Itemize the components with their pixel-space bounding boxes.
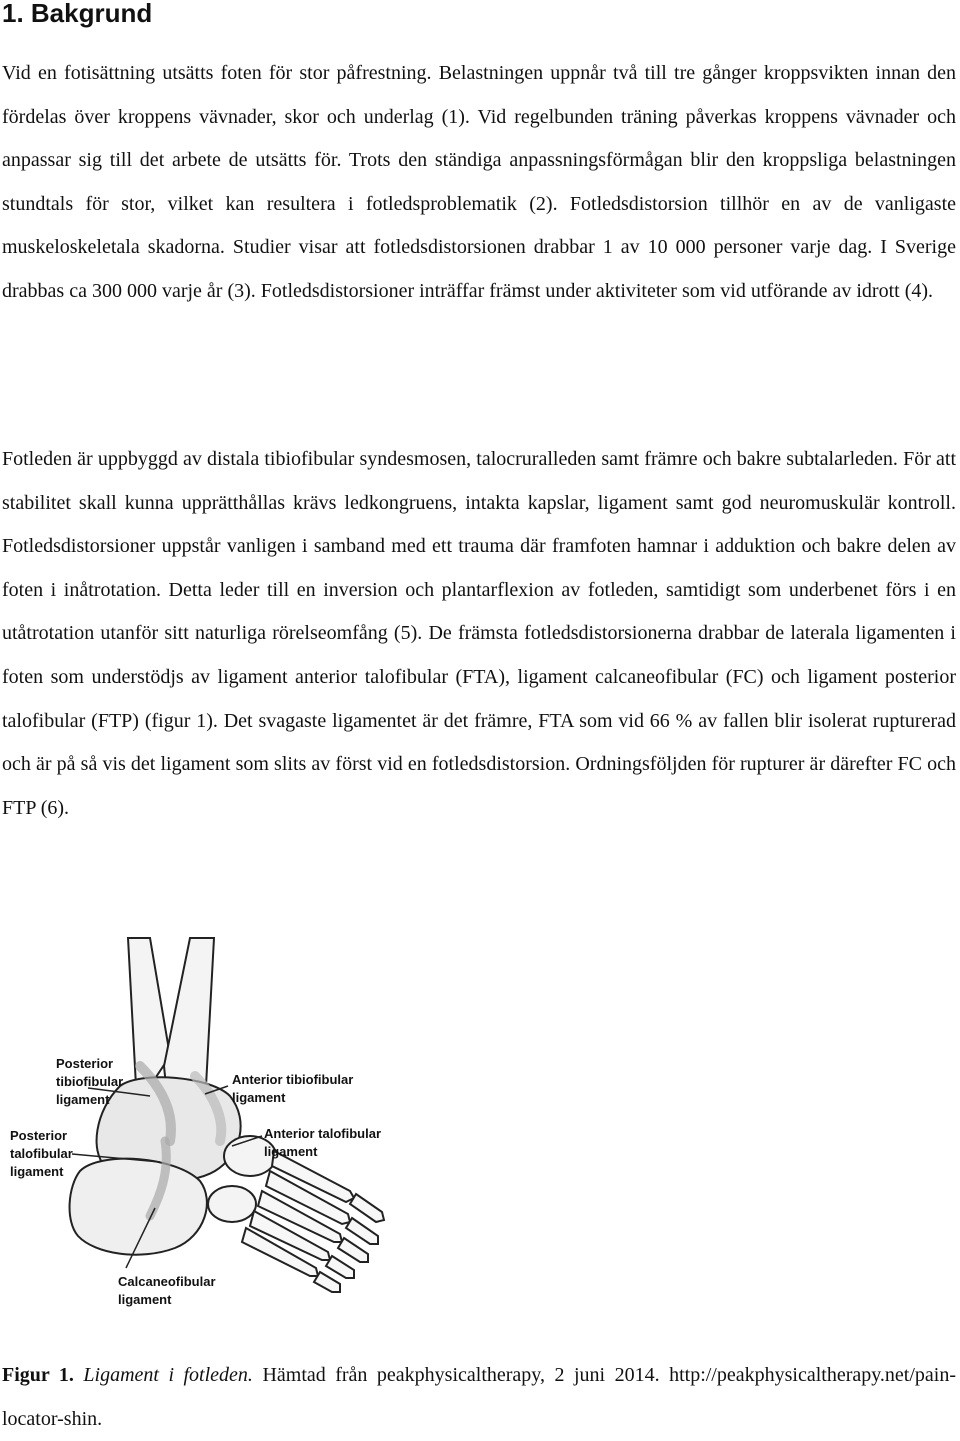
paragraph-intro: Vid en fotisättning utsätts foten för stor påfrestning. Belastningen uppnår två till tre gånger kroppsvikten innan den fördelas över kroppens vävnader, skor och underlag (1). Vid regelbunden träning påverkas kroppens vävnader och anpassar sig till det arbete de utsätts för. Trots den ständiga anpassningsförmågan blir den kroppsliga belastningen stundtals för stor, vilket kan resultera i fotledsproblematik (2). Fotledsdistorsion tillhör en av de vanligaste muskeloskeletala skadorna. Studier visar att fotledsdistorsionen drabbar 1 av 10 000 personer varje dag. I Sverige drabbas ca 300 000 varje år (3). Fotledsdistorsioner inträffar främst under aktiviteter som vid utförande av idrott (4). <box>2 62 956 302</box>
phalanx-1 <box>350 1194 384 1222</box>
caption-label: Figur 1. <box>2 1364 74 1386</box>
label-posterior-talofibular: Posterior talofibular ligament <box>10 1128 73 1179</box>
label-posterior-tibiofibular: Posterior tibiofibular ligament <box>56 1056 124 1107</box>
caption-source: Hämtad från peakphysicaltherapy, 2 juni 2014. http://peakphysicaltherapy.net/pain-locator-shin. <box>2 1364 957 1430</box>
caption-title: Ligament i fotleden. <box>83 1364 253 1386</box>
phalanx-4 <box>326 1256 354 1278</box>
label-calcaneofibular: Calcaneofibular ligament <box>118 1274 216 1307</box>
label-anterior-talofibular: Anterior talofibular ligament <box>264 1126 382 1159</box>
phalanx-5 <box>314 1272 340 1292</box>
ankle-ligament-figure <box>0 936 400 1326</box>
phalanx-3 <box>338 1238 368 1262</box>
label-anterior-tibiofibular: Anterior tibiofibular ligament <box>232 1072 354 1105</box>
cuboid-shape <box>208 1186 256 1222</box>
section-heading: 1. Bakgrund <box>2 0 153 28</box>
phalanx-2 <box>346 1218 378 1244</box>
calcaneus-shape <box>70 1159 207 1255</box>
paragraph-anatomy: Fotleden är uppbyggd av distala tibiofibular syndesmosen, talocruralleden samt främre och bakre subtalarleden. För att stabilitet skall kunna upprätthållas krävs ledkongruens, intakta kapslar, ligament samt god neuromuskulär kontroll. Fotledsdistorsioner uppstår vanligen i samband med ett trauma där framfoten hamnar i adduktion och bakre delen av foten i inåtrotation. Detta leder till en inversion och plantarflexion av fotleden, samtidigt som underbenet förs i en utåtrotation utanför sitt naturliga rörelseomfång (5). De främsta fotledsdistorsionerna drabbar de laterala ligamenten i foten som understödjs av ligament anterior talofibular (FTA), ligament calcaneofibular (FC) och ligament posterior talofibular (FTP) (figur 1). Det svagaste ligamentet är det främre, FTA som vid 66 % av fallen blir isolerat rupturerad och är på så vis det ligament som slits av först vid en fotledsdistorsion. Ordningsföljden för rupturer är därefter FC och FTP (6). <box>2 448 956 819</box>
ankle-illustration <box>0 936 400 1326</box>
figure-caption <box>2 1354 956 1441</box>
